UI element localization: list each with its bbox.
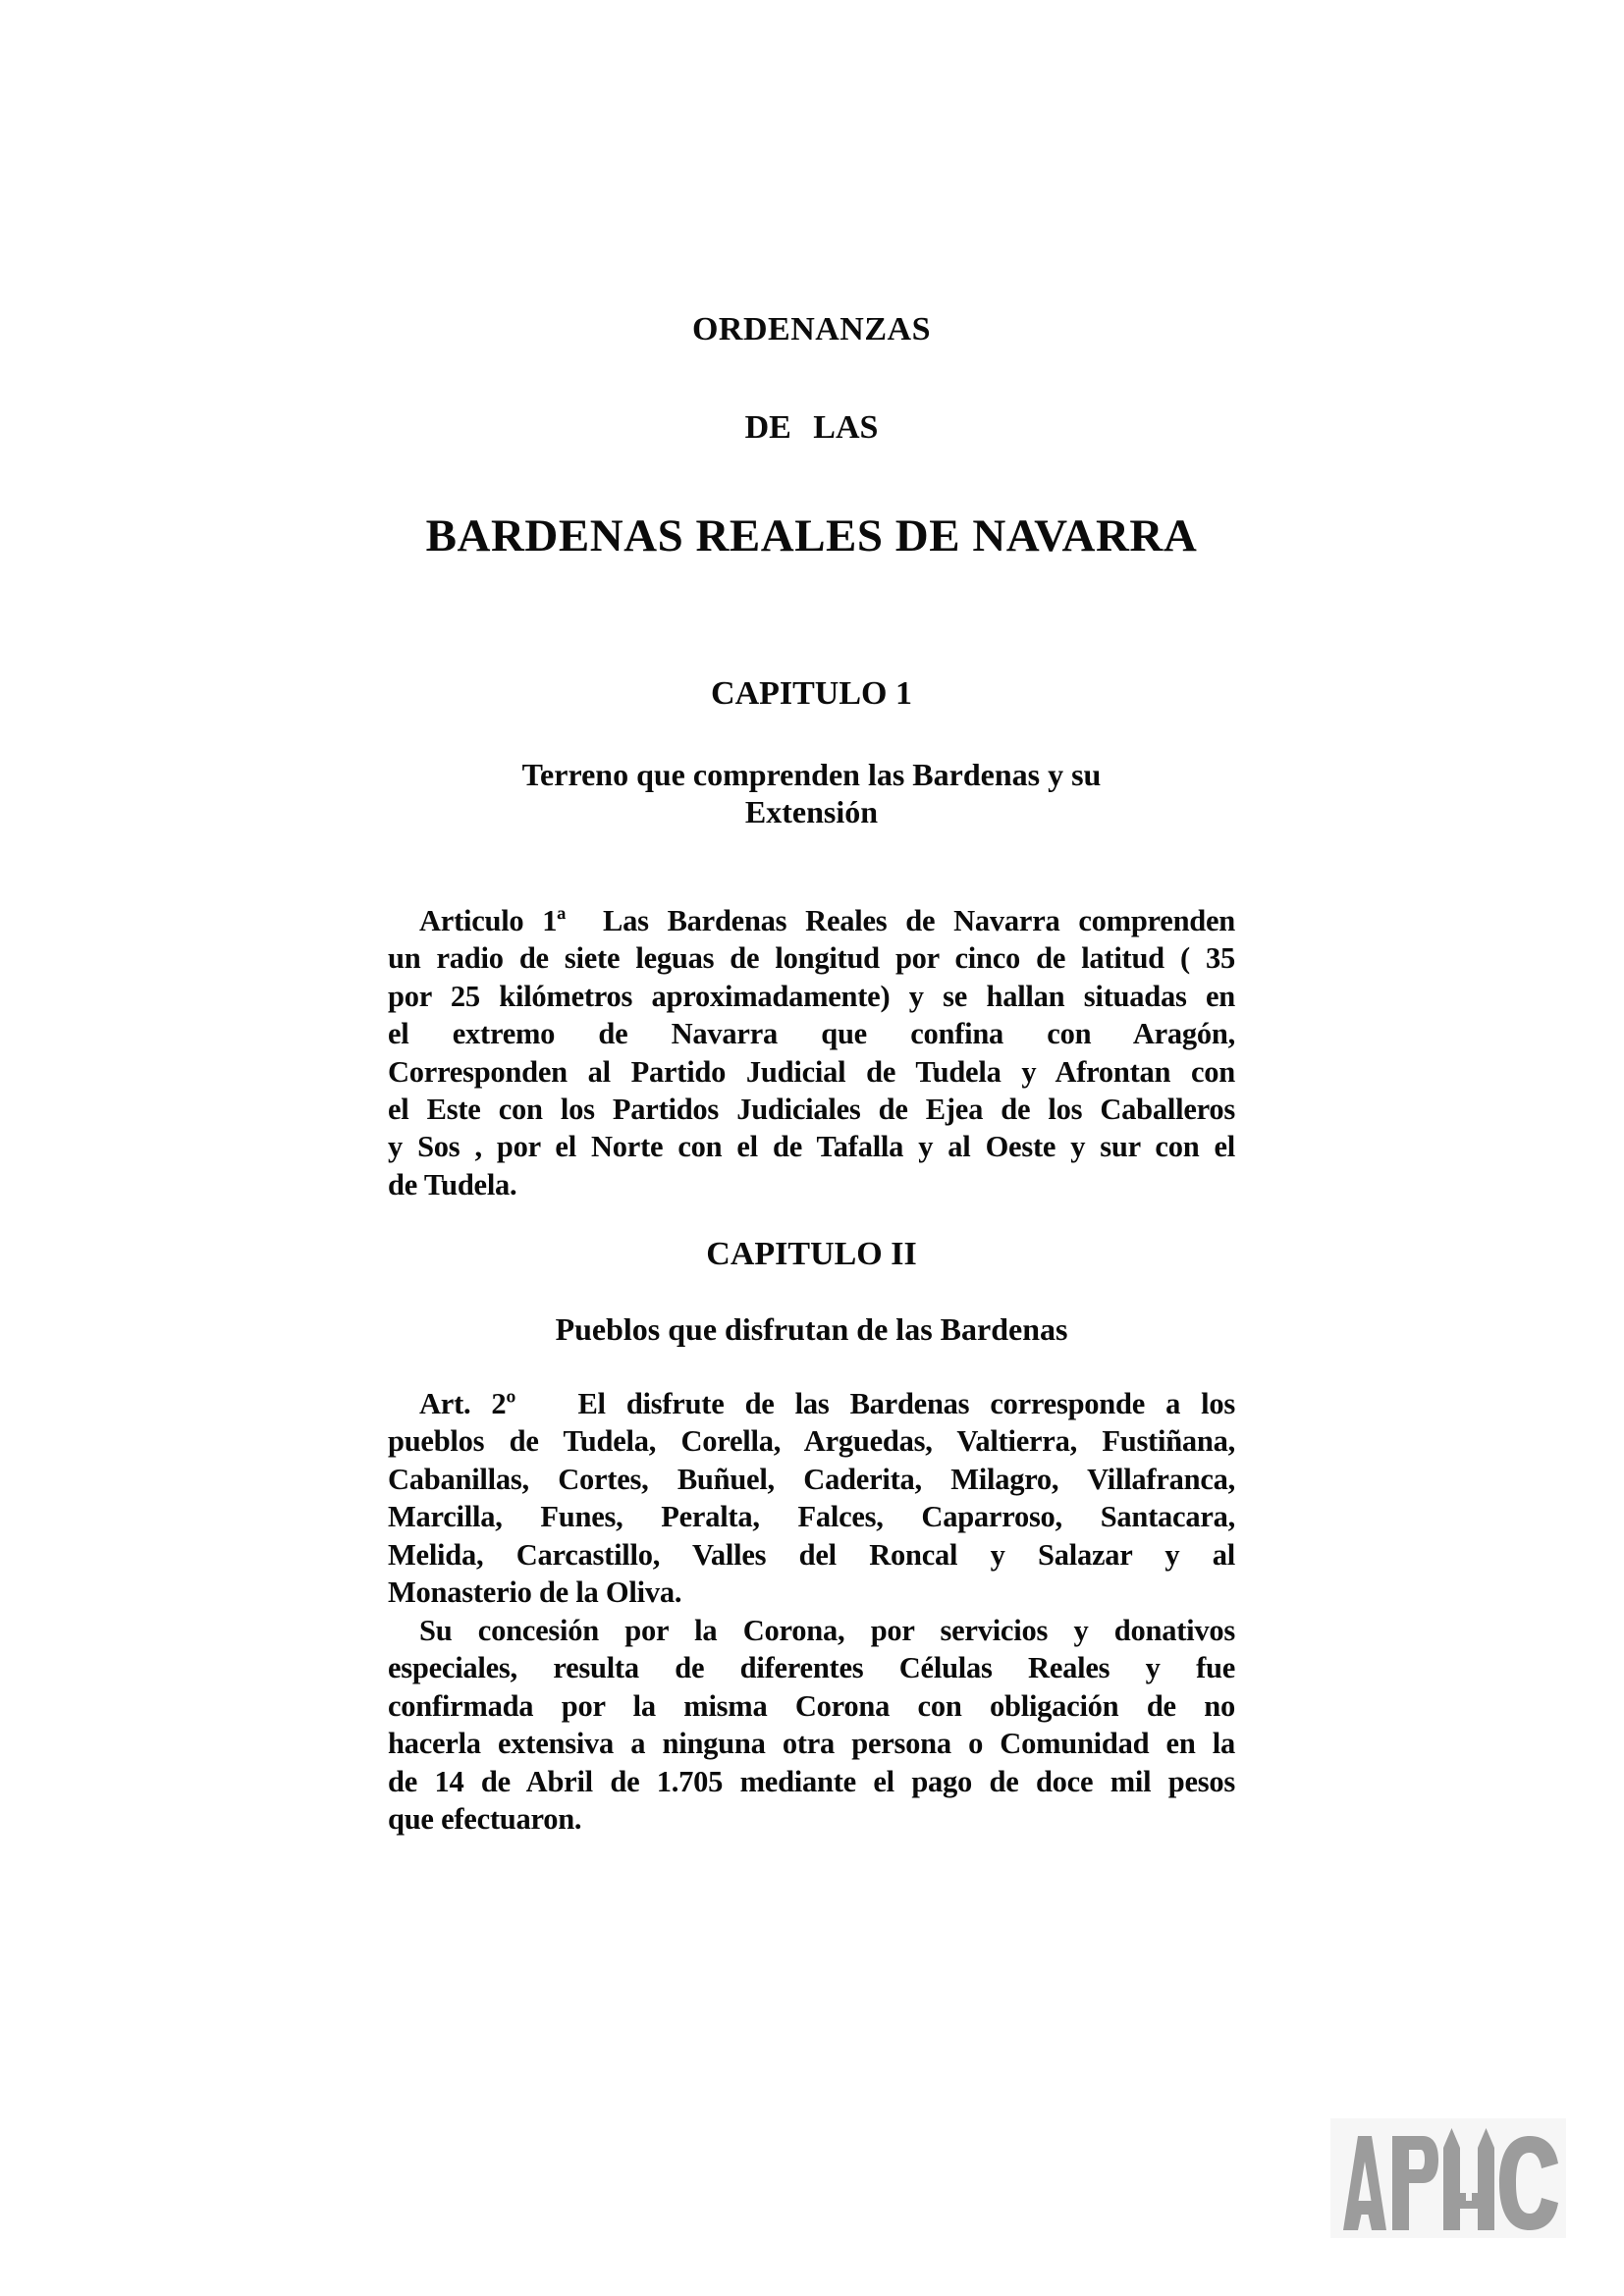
article-1-line: de Tudela. — [388, 1167, 517, 1201]
article-1-line: y Sos , por el Norte con el de Tafalla y al Oeste y sur con el — [388, 1130, 1235, 1164]
article-2-line: Cabanillas, Cortes, Buñuel, Caderita, Milagro, Villafranca, — [388, 1462, 1235, 1496]
article-2-line: Art. 2º El disfrute de las Bardenas corresponde a los — [419, 1387, 1235, 1420]
concession-paragraph — [388, 1612, 1235, 1838]
chapter-1-heading: CAPITULO 1 — [711, 675, 912, 712]
chapter-2-subtitle: Pueblos que disfrutan de las Bardenas — [555, 1311, 1068, 1347]
concession-line: hacerla extensiva a ninguna otra persona o Comunidad en la — [388, 1727, 1235, 1761]
article-1-line: Articulo 1ª Las Bardenas Reales de Navarra comprenden — [419, 904, 1235, 937]
chapter-1-subtitle-line: Extensión — [744, 794, 879, 829]
concession-line: Su concesión por la Corona, por servicios y donativos — [419, 1614, 1235, 1647]
article-2-line: Monasterio de la Oliva. — [388, 1575, 682, 1610]
chapter-2-heading: CAPITULO II — [706, 1236, 917, 1272]
watermark-box — [1330, 2118, 1566, 2238]
article-1-line: por 25 kilómetros aproximadamente) y se hallan situadas en — [388, 979, 1235, 1013]
article-2-line: Melida, Carcastillo, Valles del Roncal y Salazar y al — [388, 1537, 1235, 1572]
article-1-line: Corresponden al Partido Judicial de Tudela y Afrontan con — [388, 1054, 1235, 1089]
article-1-line: un radio de siete leguas de longitud por cinco de latitud ( 35 — [388, 941, 1235, 976]
kicker-heading: ORDENANZAS — [691, 311, 932, 347]
concession-line: especiales, resulta de diferentes Células Reales y fue — [388, 1651, 1235, 1685]
article-1-line: el extremo de Navarra que confina con Aragón, — [388, 1017, 1235, 1051]
article-2-line: Marcilla, Funes, Peralta, Falces, Caparroso, Santacara, — [388, 1500, 1235, 1534]
chapter-1-subtitle-line: Terreno que comprenden las Bardenas y su — [521, 757, 1102, 792]
article-1-paragraph — [388, 902, 1235, 1203]
page-title: BARDENAS REALES DE NAVARRA — [425, 510, 1198, 561]
series-heading: DE LAS — [744, 409, 879, 446]
article-2-paragraph — [388, 1385, 1235, 1611]
concession-line: confirmada por la misma Corona con obligación de no — [388, 1688, 1235, 1723]
article-2-line: pueblos de Tudela, Corella, Arguedas, Valtierra, Fustiñana, — [388, 1424, 1235, 1459]
concession-line: de 14 de Abril de 1.705 mediante el pago de doce mil pesos — [388, 1764, 1235, 1798]
article-1-line: el Este con los Partidos Judiciales de Ejea de los Caballeros — [388, 1093, 1235, 1127]
aphc-logo — [1330, 2118, 1566, 2238]
chapter-1-subtitle — [388, 756, 1235, 830]
concession-line: que efectuaron. — [388, 1802, 582, 1837]
